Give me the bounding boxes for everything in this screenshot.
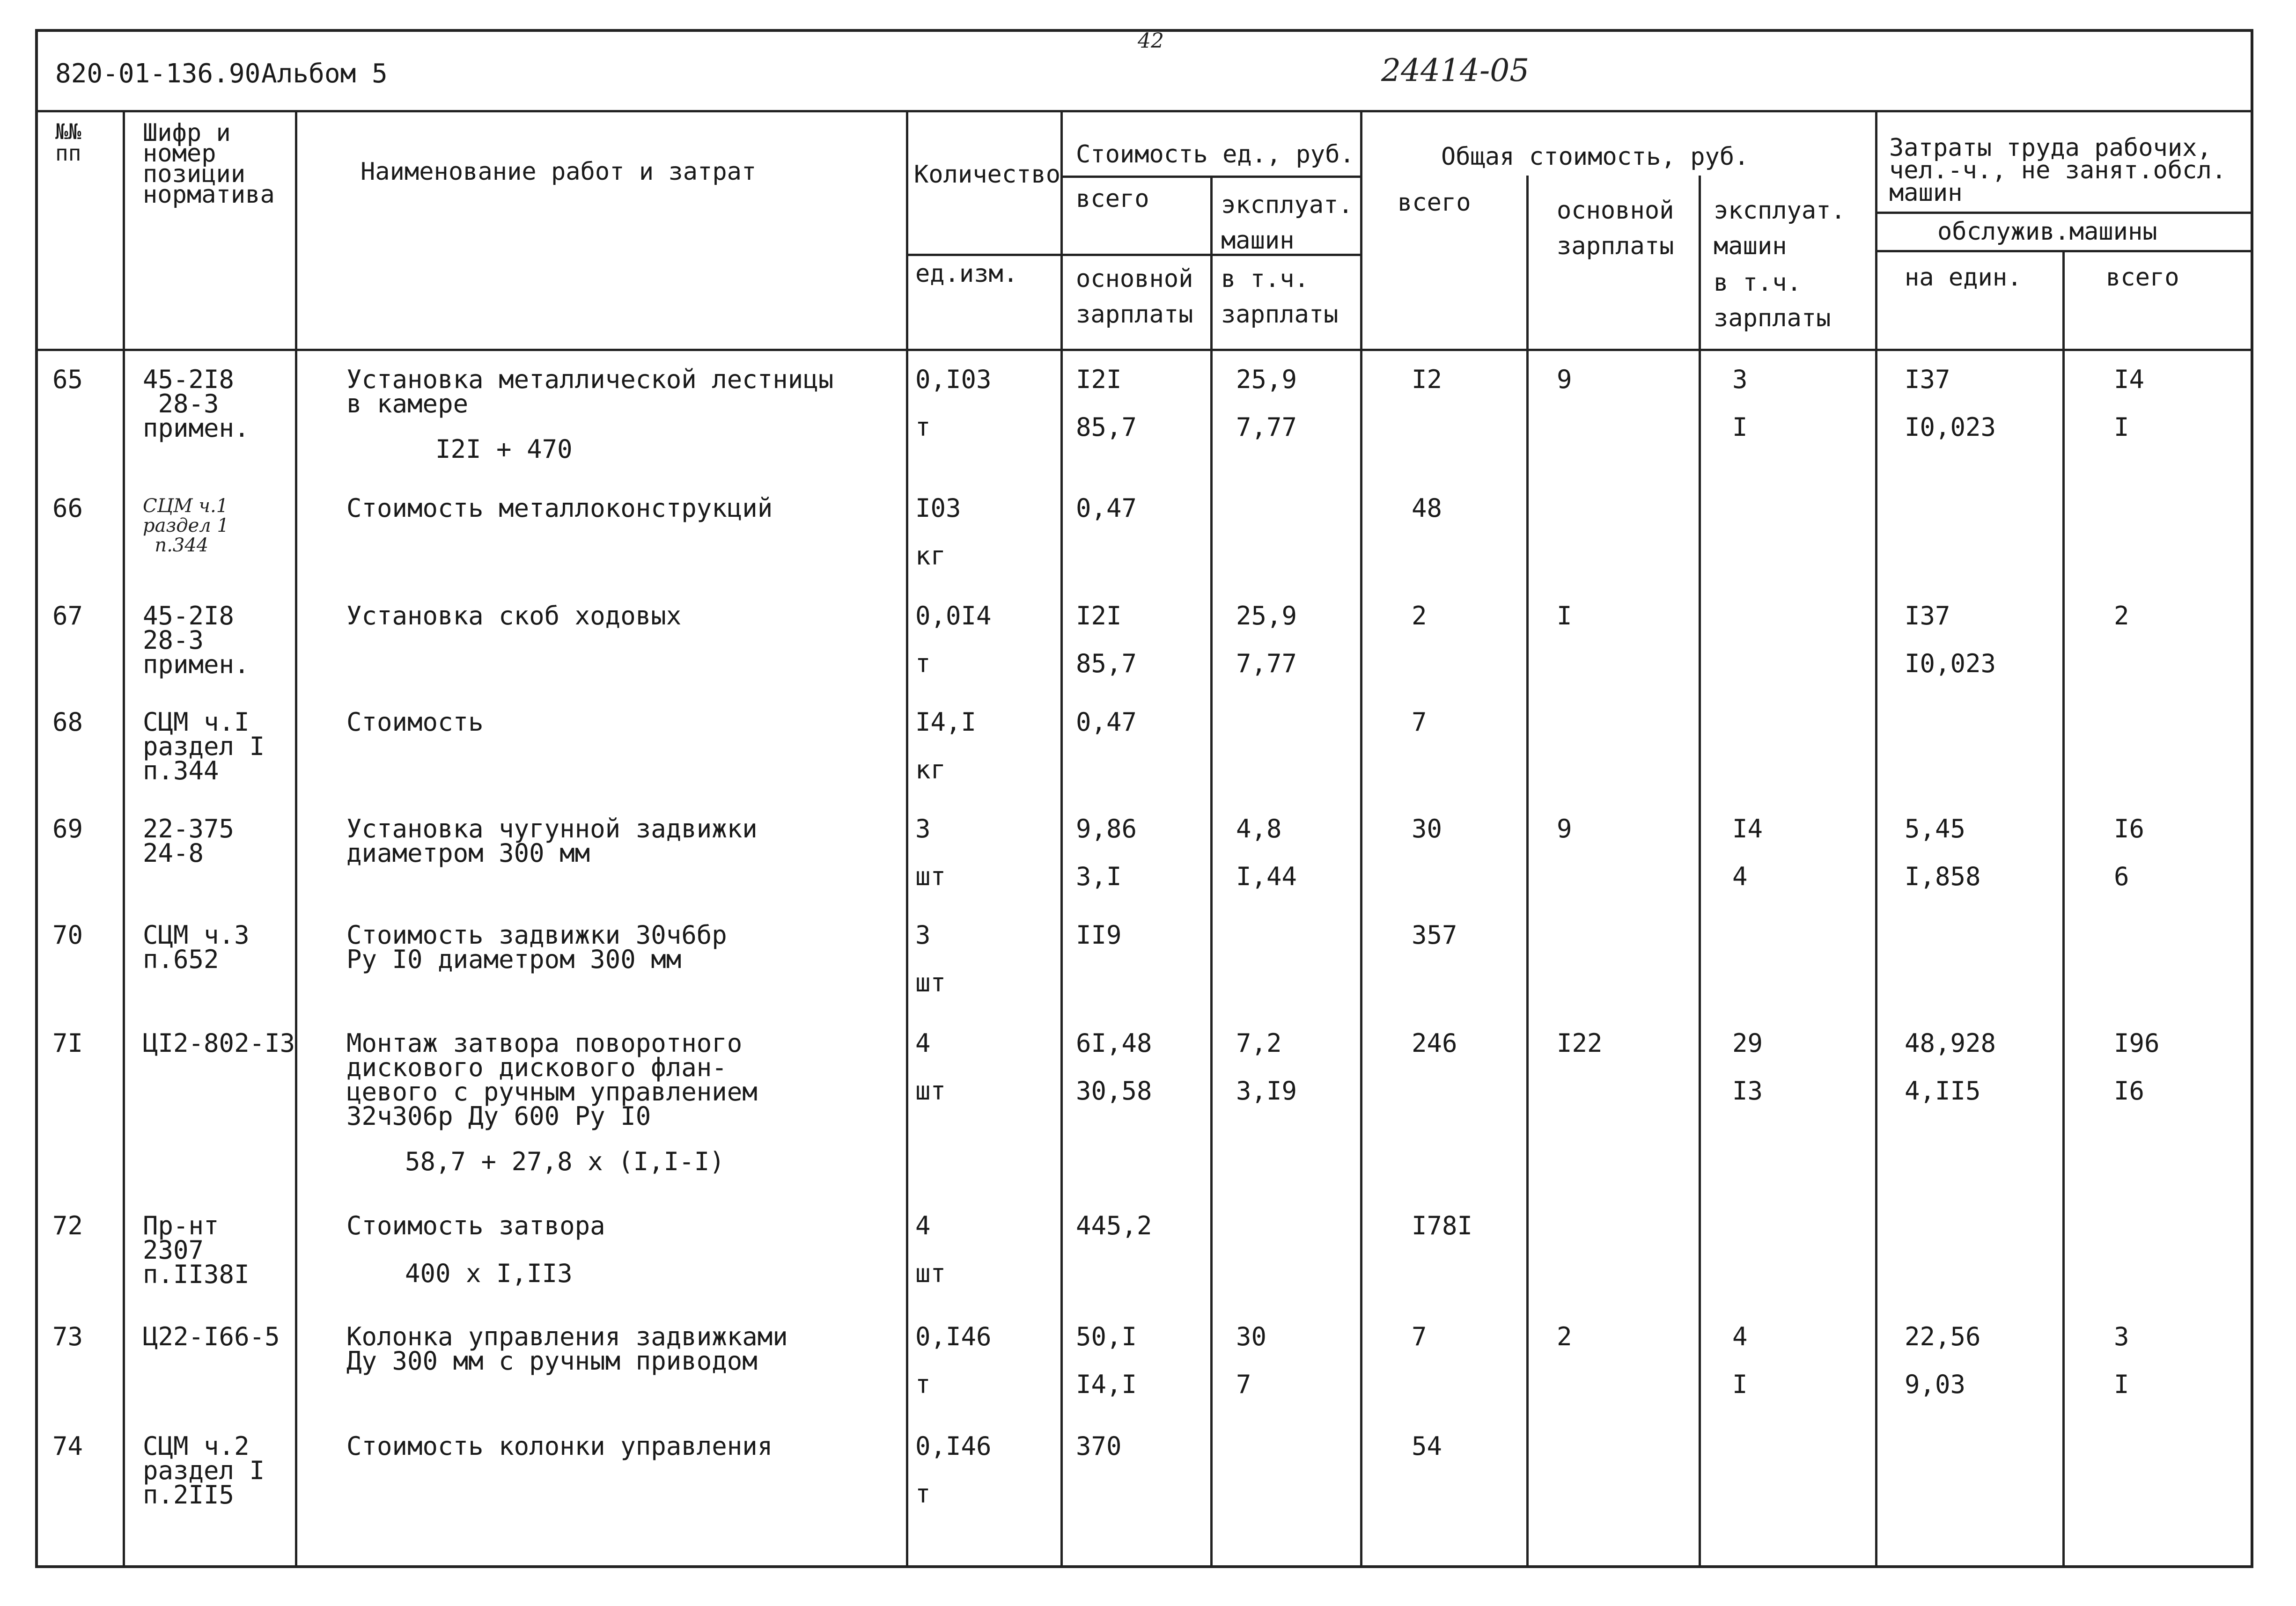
row-number: 7I — [52, 1028, 83, 1058]
header-labor: Затраты труда рабочих, чел.-ч., не занят.обсл. машин — [1889, 134, 2227, 207]
row-labor-total: I6 — [2114, 814, 2145, 843]
row-total: 2 — [1412, 601, 1427, 631]
header-total-cost: Общая стоимость, руб. — [1441, 143, 1749, 171]
row-unit-total: 445,2 — [1076, 1211, 1152, 1240]
row-labor-unit-machine: 9,03 — [1905, 1370, 1966, 1399]
col-sep-8 — [1699, 176, 1701, 1568]
labor-subline-1 — [1875, 212, 2253, 214]
row-name: Установка чугунной задвижки диаметром 300 мм — [346, 814, 758, 868]
row-total: 30 — [1412, 814, 1442, 843]
row-unit: т — [915, 649, 931, 678]
row-total: 54 — [1412, 1431, 1442, 1461]
row-unit-base-salary: I4,I — [1076, 1370, 1137, 1399]
row-unit-machine-salary: 7,77 — [1236, 412, 1297, 442]
header-total-machine-salary: в т.ч. зарплаты — [1714, 269, 1831, 332]
row-number: 67 — [52, 601, 83, 631]
row-unit-machine-salary: 3,I9 — [1236, 1076, 1297, 1106]
row-name: Колонка управления задвижками Ду 300 мм с ручным приводом — [346, 1322, 788, 1376]
row-qty: 0,0I4 — [915, 601, 992, 631]
row-name: Стоимость затвора — [346, 1211, 605, 1240]
row-unit-machine-salary: 7,77 — [1236, 649, 1297, 678]
header-unit-machine-salary: в т.ч. зарплаты — [1221, 265, 1339, 329]
row-unit-total: I2I — [1076, 601, 1122, 631]
header-unit-cost: Стоимость ед., руб. — [1076, 140, 1354, 169]
row-qty: I4,I — [915, 707, 977, 737]
row-qty: 3 — [915, 814, 931, 843]
row-total-machine: 29 — [1732, 1028, 1763, 1058]
row-name: Стоимость — [346, 707, 484, 737]
col-sep-7 — [1526, 176, 1529, 1568]
row-total-salary: 9 — [1557, 365, 1572, 394]
row-unit-machine: 25,9 — [1236, 365, 1297, 394]
row-code: ЦI2-802-I3 — [143, 1028, 295, 1058]
row-qty: 4 — [915, 1028, 931, 1058]
row-labor-unit-machine: 4,II5 — [1905, 1076, 1981, 1106]
row-labor-unit: I37 — [1905, 601, 1950, 631]
row-total: I78I — [1412, 1211, 1473, 1240]
row-unit-base-salary: 85,7 — [1076, 649, 1137, 678]
row-unit: т — [915, 1370, 931, 1399]
row-code: 45-2I8 28-3 примен. — [143, 365, 250, 443]
row-name: Стоимость колонки управления — [346, 1431, 773, 1461]
col-sep-2 — [295, 110, 297, 1568]
row-total-machine-salary: I — [1732, 412, 1748, 442]
row-labor-total: 3 — [2114, 1322, 2129, 1351]
row-unit-machine-salary: I,44 — [1236, 862, 1297, 891]
row-unit: т — [915, 1479, 931, 1509]
row-total: 246 — [1412, 1028, 1457, 1058]
header-unit-base-salary: основной зарплаты — [1076, 265, 1193, 329]
row-unit-machine: 7,2 — [1236, 1028, 1282, 1058]
row-number: 70 — [52, 920, 83, 950]
row-total-salary: I22 — [1557, 1028, 1603, 1058]
row-code: 45-2I8 28-3 примен. — [143, 601, 250, 679]
row-labor-total: I96 — [2114, 1028, 2160, 1058]
row-total-machine: 3 — [1732, 365, 1748, 394]
header-qty: Количество — [914, 161, 1061, 189]
row-unit-total: 0,47 — [1076, 493, 1137, 523]
row-total: 7 — [1412, 1322, 1427, 1351]
row-labor-unit: 48,928 — [1905, 1028, 1996, 1058]
row-unit: шт — [915, 968, 946, 997]
row-labor-total-machine: 6 — [2114, 862, 2129, 891]
row-number: 68 — [52, 707, 83, 737]
row-labor-total-machine: I — [2114, 1370, 2129, 1399]
row-labor-unit: I37 — [1905, 365, 1950, 394]
row-labor-total: 2 — [2114, 601, 2129, 631]
row-formula: I2I + 470 — [435, 434, 573, 464]
row-unit-base-salary: 3,I — [1076, 862, 1122, 891]
row-number: 73 — [52, 1322, 83, 1351]
row-total-machine-salary: I3 — [1732, 1076, 1763, 1106]
row-name: Стоимость металлоконструкций — [346, 493, 773, 523]
row-total-salary: I — [1557, 601, 1572, 631]
row-total-machine: 4 — [1732, 1322, 1748, 1351]
album-label: Альбом 5 — [261, 59, 388, 89]
row-unit: шт — [915, 1076, 946, 1106]
header-unit: ед.изм. — [915, 260, 1018, 288]
row-labor-unit-machine: I,858 — [1905, 862, 1981, 891]
row-unit-machine: 4,8 — [1236, 814, 1282, 843]
doc-number-handwritten: 24414-05 — [1381, 52, 1530, 88]
document-code: 820-01-136.90 — [55, 59, 261, 89]
row-number: 69 — [52, 814, 83, 843]
row-labor-unit: 22,56 — [1905, 1322, 1981, 1351]
row-qty: 0,I46 — [915, 1431, 992, 1461]
col-sep-1 — [123, 110, 125, 1568]
row-unit: т — [915, 412, 931, 442]
col-sep-9 — [1875, 110, 1877, 1568]
row-total: I2 — [1412, 365, 1442, 394]
row-total: 357 — [1412, 920, 1457, 950]
row-name: Установка скоб ходовых — [346, 601, 682, 631]
row-total-machine: I4 — [1732, 814, 1763, 843]
row-total: 7 — [1412, 707, 1427, 737]
row-qty: 0,I03 — [915, 365, 992, 394]
row-labor-unit-machine: I0,023 — [1905, 412, 1996, 442]
row-unit-total: II9 — [1076, 920, 1122, 950]
row-number: 65 — [52, 365, 83, 394]
row-unit-machine: 30 — [1236, 1322, 1267, 1351]
row-code: СЦМ ч.2 раздел I п.2II5 — [143, 1431, 265, 1510]
row-unit-machine-salary: 7 — [1236, 1370, 1251, 1399]
col-sep-6 — [1360, 110, 1362, 1568]
row-code: Пр-нт 2307 п.II38I — [143, 1211, 250, 1289]
header-top-line — [35, 110, 2253, 112]
header-unit-total: всего — [1076, 185, 1149, 213]
row-unit-total: 6I,48 — [1076, 1028, 1152, 1058]
row-formula: 400 x I,II3 — [405, 1259, 573, 1288]
header-name: Наименование работ и затрат — [361, 158, 757, 186]
header-num: №№ пп — [55, 119, 81, 166]
row-total-salary: 9 — [1557, 814, 1572, 843]
row-number: 74 — [52, 1431, 83, 1461]
row-name: Монтаж затвора поворотного дискового дискового флан- цевого с ручным управлением 32ч306р Ду 600 Ру I0 — [346, 1028, 758, 1131]
row-labor-total-machine: I — [2114, 412, 2129, 442]
row-total-machine-salary: 4 — [1732, 862, 1748, 891]
row-number: 72 — [52, 1211, 83, 1240]
row-unit-total: 9,86 — [1076, 814, 1137, 843]
row-total: 48 — [1412, 493, 1442, 523]
row-qty: 0,I46 — [915, 1322, 992, 1351]
col-sep-3 — [906, 110, 908, 1568]
row-labor-total-machine: I6 — [2114, 1076, 2145, 1106]
row-unit-total: 0,47 — [1076, 707, 1137, 737]
row-unit-base-salary: 85,7 — [1076, 412, 1137, 442]
page-number: 42 — [1138, 29, 1164, 53]
header-labor-unit: на един. — [1905, 264, 2022, 292]
col-sep-10 — [2062, 250, 2065, 1568]
row-code: СЦМ ч.I раздел I п.344 — [143, 707, 265, 785]
header-unit-machine: эксплуат. машин — [1221, 191, 1353, 255]
header-total-salary: основной зарплаты — [1557, 197, 1674, 260]
row-unit-base-salary: 30,58 — [1076, 1076, 1152, 1106]
row-labor-total: I4 — [2114, 365, 2145, 394]
row-unit-total: I2I — [1076, 365, 1122, 394]
row-total-machine-salary: I — [1732, 1370, 1748, 1399]
row-unit-total: 50,I — [1076, 1322, 1137, 1351]
row-unit: шт — [915, 862, 946, 891]
row-qty: I03 — [915, 493, 961, 523]
row-number: 66 — [52, 493, 83, 523]
header-total-all: всего — [1398, 189, 1471, 217]
row-unit: кг — [915, 541, 946, 571]
row-labor-unit-machine: I0,023 — [1905, 649, 1996, 678]
row-qty: 3 — [915, 920, 931, 950]
row-unit: кг — [915, 755, 946, 785]
header-code: Шифр и номер позиции норматива — [143, 119, 275, 209]
header-labor-total: всего — [2106, 264, 2179, 292]
row-total-salary: 2 — [1557, 1322, 1572, 1351]
row-name: Стоимость задвижки 30ч6бр Ру I0 диаметром 300 мм — [346, 920, 727, 974]
row-code-handwritten: СЦМ ч.1 раздел 1 п.344 — [143, 495, 229, 556]
row-name: Установка металлической лестницы в камере — [346, 365, 834, 418]
header-bottom-line — [35, 349, 2253, 351]
row-labor-unit: 5,45 — [1905, 814, 1966, 843]
row-unit: шт — [915, 1259, 946, 1288]
row-unit-machine: 25,9 — [1236, 601, 1297, 631]
row-code: Ц22-I66-5 — [143, 1322, 280, 1351]
row-code: СЦМ ч.3 п.652 — [143, 920, 250, 974]
row-unit-total: 370 — [1076, 1431, 1122, 1461]
row-qty: 4 — [915, 1211, 931, 1240]
col-sep-4 — [1060, 110, 1063, 1568]
col-sep-5 — [1210, 176, 1213, 1568]
row-formula: 58,7 + 27,8 x (I,I-I) — [405, 1147, 725, 1176]
header-total-machine: эксплуат. машин — [1714, 197, 1846, 260]
header-labor-service: обслужив.машины — [1937, 218, 2157, 246]
row-code: 22-375 24-8 — [143, 814, 235, 868]
